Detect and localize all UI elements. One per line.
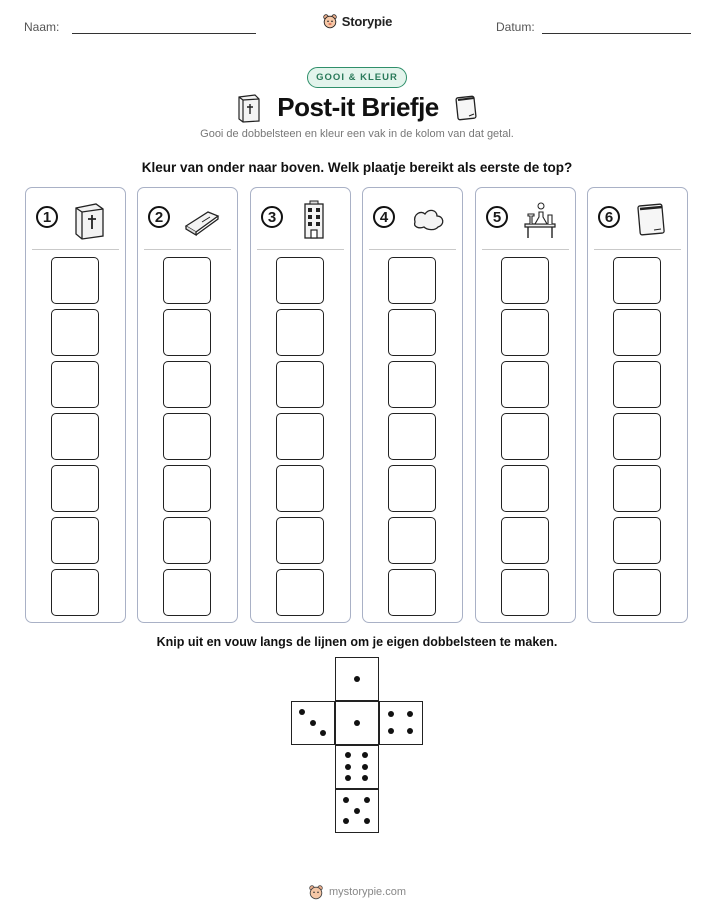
dice-pip [345,752,351,758]
color-cell[interactable] [388,465,436,512]
dice-pip [364,818,370,824]
notepad-icon [453,94,479,122]
color-cell[interactable] [276,569,324,616]
color-cell[interactable] [613,569,661,616]
brand-logo [0,13,714,29]
subtitle: Gooi de dobbelsteen en kleur een vak in de kolom van dat getal. [200,128,514,140]
notepad-icon [632,200,672,240]
dice-pip [345,775,351,781]
page-title: Post-it Briefje [277,92,439,122]
column-divider [482,249,569,250]
color-cell[interactable] [388,257,436,304]
column-divider [32,249,119,250]
date-label: Datum: [496,20,535,34]
color-cell[interactable] [163,465,211,512]
eraser-icon [182,200,222,240]
dice-pip [343,818,349,824]
color-cell[interactable] [501,257,549,304]
game-instruction: Kleur van onder naar boven. Welk plaatje bereikt als eerste de top? [141,160,573,175]
bible-book-icon [70,200,110,240]
footer [0,884,714,900]
color-cell[interactable] [501,309,549,356]
color-cell[interactable] [163,413,211,460]
dice-pip [320,730,326,736]
color-cell[interactable] [388,517,436,564]
dice-pip [388,711,394,717]
column-divider [594,249,681,250]
color-cell[interactable] [276,465,324,512]
dice-face-left [291,701,335,745]
column-4 [362,187,463,623]
color-cell[interactable] [163,257,211,304]
color-cell[interactable] [613,309,661,356]
color-cell[interactable] [51,257,99,304]
column-5 [475,187,576,623]
dice-face-lower [335,745,379,789]
color-cell[interactable] [501,569,549,616]
color-cell[interactable] [51,569,99,616]
column-number: 6 [598,206,620,228]
color-cell[interactable] [51,361,99,408]
color-cell[interactable] [501,517,549,564]
column-2 [137,187,238,623]
storypie-mascot-icon [308,884,324,900]
color-cell[interactable] [613,257,661,304]
dice-face-top [335,657,379,701]
color-cell[interactable] [501,465,549,512]
dice-pip [362,752,368,758]
color-cell[interactable] [613,465,661,512]
name-line[interactable] [72,33,256,34]
dice-pip [362,764,368,770]
dice-pip [388,728,394,734]
category-badge: GOOI & KLEUR [307,67,407,88]
dice-face-bottom [335,789,379,833]
footer-url: mystorypie.com [328,886,407,898]
column-1 [25,187,126,623]
dice-pip [345,764,351,770]
name-label: Naam: [24,20,60,34]
color-cell[interactable] [163,569,211,616]
dice-pip [354,808,360,814]
color-cell[interactable] [276,413,324,460]
color-cell[interactable] [163,309,211,356]
column-number: 3 [261,206,283,228]
dice-pip [343,797,349,803]
color-cell[interactable] [388,309,436,356]
color-cell[interactable] [276,517,324,564]
column-number: 5 [486,206,508,228]
dice-pip [362,775,368,781]
title-row [0,92,714,123]
color-cell[interactable] [276,361,324,408]
color-cell[interactable] [613,517,661,564]
column-3 [250,187,351,623]
dice-pip [407,728,413,734]
dice-pip [299,709,305,715]
color-cell[interactable] [388,413,436,460]
brand-name: Storypie [341,13,393,29]
date-line[interactable] [542,33,691,34]
color-cell[interactable] [501,413,549,460]
dice-pip [354,676,360,682]
dice-pip [354,720,360,726]
dice-face-center [335,701,379,745]
column-divider [257,249,344,250]
bible-book-icon [235,93,263,123]
column-6 [587,187,688,623]
color-cell[interactable] [276,257,324,304]
building-icon [295,200,335,240]
dice-instruction: Knip uit en vouw langs de lijnen om je eigen dobbelsteen te maken. [156,635,558,649]
dice-face-right [379,701,423,745]
column-divider [369,249,456,250]
dice-pip [364,797,370,803]
color-cell[interactable] [388,569,436,616]
puddle-icon [407,200,447,240]
color-cell[interactable] [51,517,99,564]
color-cell[interactable] [613,361,661,408]
color-cell[interactable] [51,309,99,356]
color-cell[interactable] [163,517,211,564]
dice-pip [310,720,316,726]
color-cell[interactable] [163,361,211,408]
column-number: 2 [148,206,170,228]
color-cell[interactable] [51,465,99,512]
color-cell[interactable] [276,309,324,356]
column-number: 1 [36,206,58,228]
color-cell[interactable] [51,413,99,460]
column-number: 4 [373,206,395,228]
storypie-mascot-icon [322,13,338,29]
color-cell[interactable] [613,413,661,460]
color-cell[interactable] [501,361,549,408]
color-cell[interactable] [388,361,436,408]
dice-pip [407,711,413,717]
lab-table-icon [520,200,560,240]
column-divider [144,249,231,250]
